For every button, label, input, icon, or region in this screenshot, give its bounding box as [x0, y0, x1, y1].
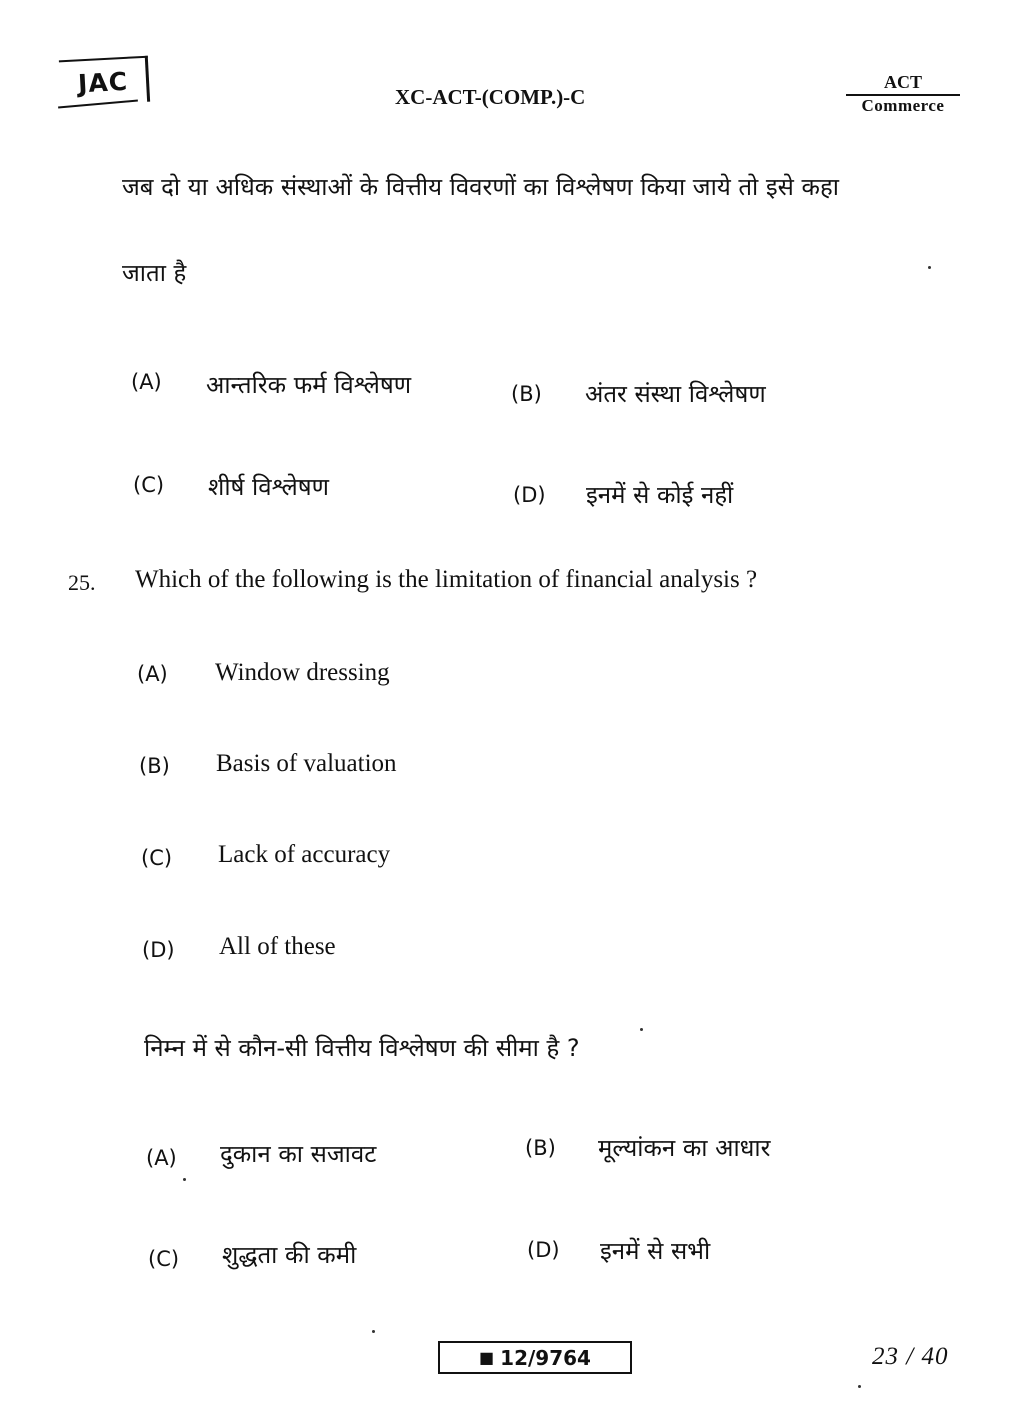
- q25-hindi-option-c-text: शुद्धता की कमी: [222, 1241, 357, 1269]
- q25-option-c-label: (C): [141, 846, 173, 870]
- q25-number: 25.: [68, 570, 96, 595]
- q25-hindi-option-a-label: (A): [146, 1146, 177, 1170]
- q25-hindi-option-d-label: (D): [527, 1238, 560, 1262]
- scan-speck: [928, 266, 931, 269]
- logo-text: JAC: [77, 66, 129, 98]
- q25-hindi-option-c-label: (C): [148, 1247, 180, 1271]
- q25-hindi-option-b-text: मूल्यांकन का आधार: [598, 1134, 771, 1162]
- q24-option-a-text: आन्तरिक फर्म विश्लेषण: [206, 371, 412, 399]
- q25-hindi-option-b-label: (B): [525, 1136, 556, 1160]
- q25-option-b-label: (B): [139, 754, 170, 778]
- q24-option-d-label: (D): [513, 483, 546, 507]
- q25-hindi-option-a-text: दुकान का सजावट: [220, 1140, 377, 1168]
- q24-option-c-label: (C): [133, 473, 165, 497]
- q24-hindi-stem-line1: जब दो या अधिक संस्थाओं के वित्तीय विवरणों का विश्लेषण किया जाये तो इसे कहा: [122, 173, 839, 201]
- q24-option-d-text: इनमें से कोई नहीं: [586, 481, 734, 509]
- scan-speck: [372, 1330, 375, 1333]
- q25-option-b-text: Basis of valuation: [216, 750, 397, 777]
- subject-block: [846, 72, 960, 116]
- q24-option-b-label: (B): [511, 382, 542, 406]
- scan-speck: [640, 1028, 643, 1031]
- q25-option-a-label: (A): [137, 662, 168, 686]
- paper-code: XC-ACT-(COMP.)-C: [395, 85, 586, 109]
- booklet-code-box: [438, 1341, 632, 1374]
- q25-hindi-stem: निम्न में से कौन-सी वित्तीय विश्लेषण की सीमा है ?: [144, 1034, 580, 1062]
- q24-option-a-label: (A): [131, 370, 162, 394]
- subject-code: ACT: [846, 72, 960, 96]
- q25-hindi-option-d-text: इनमें से सभी: [600, 1237, 711, 1265]
- q24-option-b-text: अंतर संस्था विश्लेषण: [585, 380, 766, 408]
- scan-speck: [183, 1178, 186, 1181]
- booklet-code: 12/9764: [500, 1345, 591, 1370]
- subject-name: Commerce: [861, 96, 945, 115]
- q25-stem: Which of the following is the limitation of financial analysis ?: [135, 566, 758, 593]
- q24-hindi-stem-line2: जाता है: [122, 259, 187, 287]
- page-number: 23 / 40: [872, 1343, 949, 1370]
- q25-option-d-text: All of these: [219, 933, 336, 960]
- square-bullet-icon: ■: [479, 1348, 495, 1367]
- q25-option-d-label: (D): [142, 938, 175, 962]
- scan-speck: [858, 1385, 861, 1388]
- q24-option-c-text: शीर्ष विश्लेषण: [208, 473, 329, 501]
- q25-option-a-text: Window dressing: [215, 659, 390, 686]
- q25-option-c-text: Lack of accuracy: [218, 841, 391, 868]
